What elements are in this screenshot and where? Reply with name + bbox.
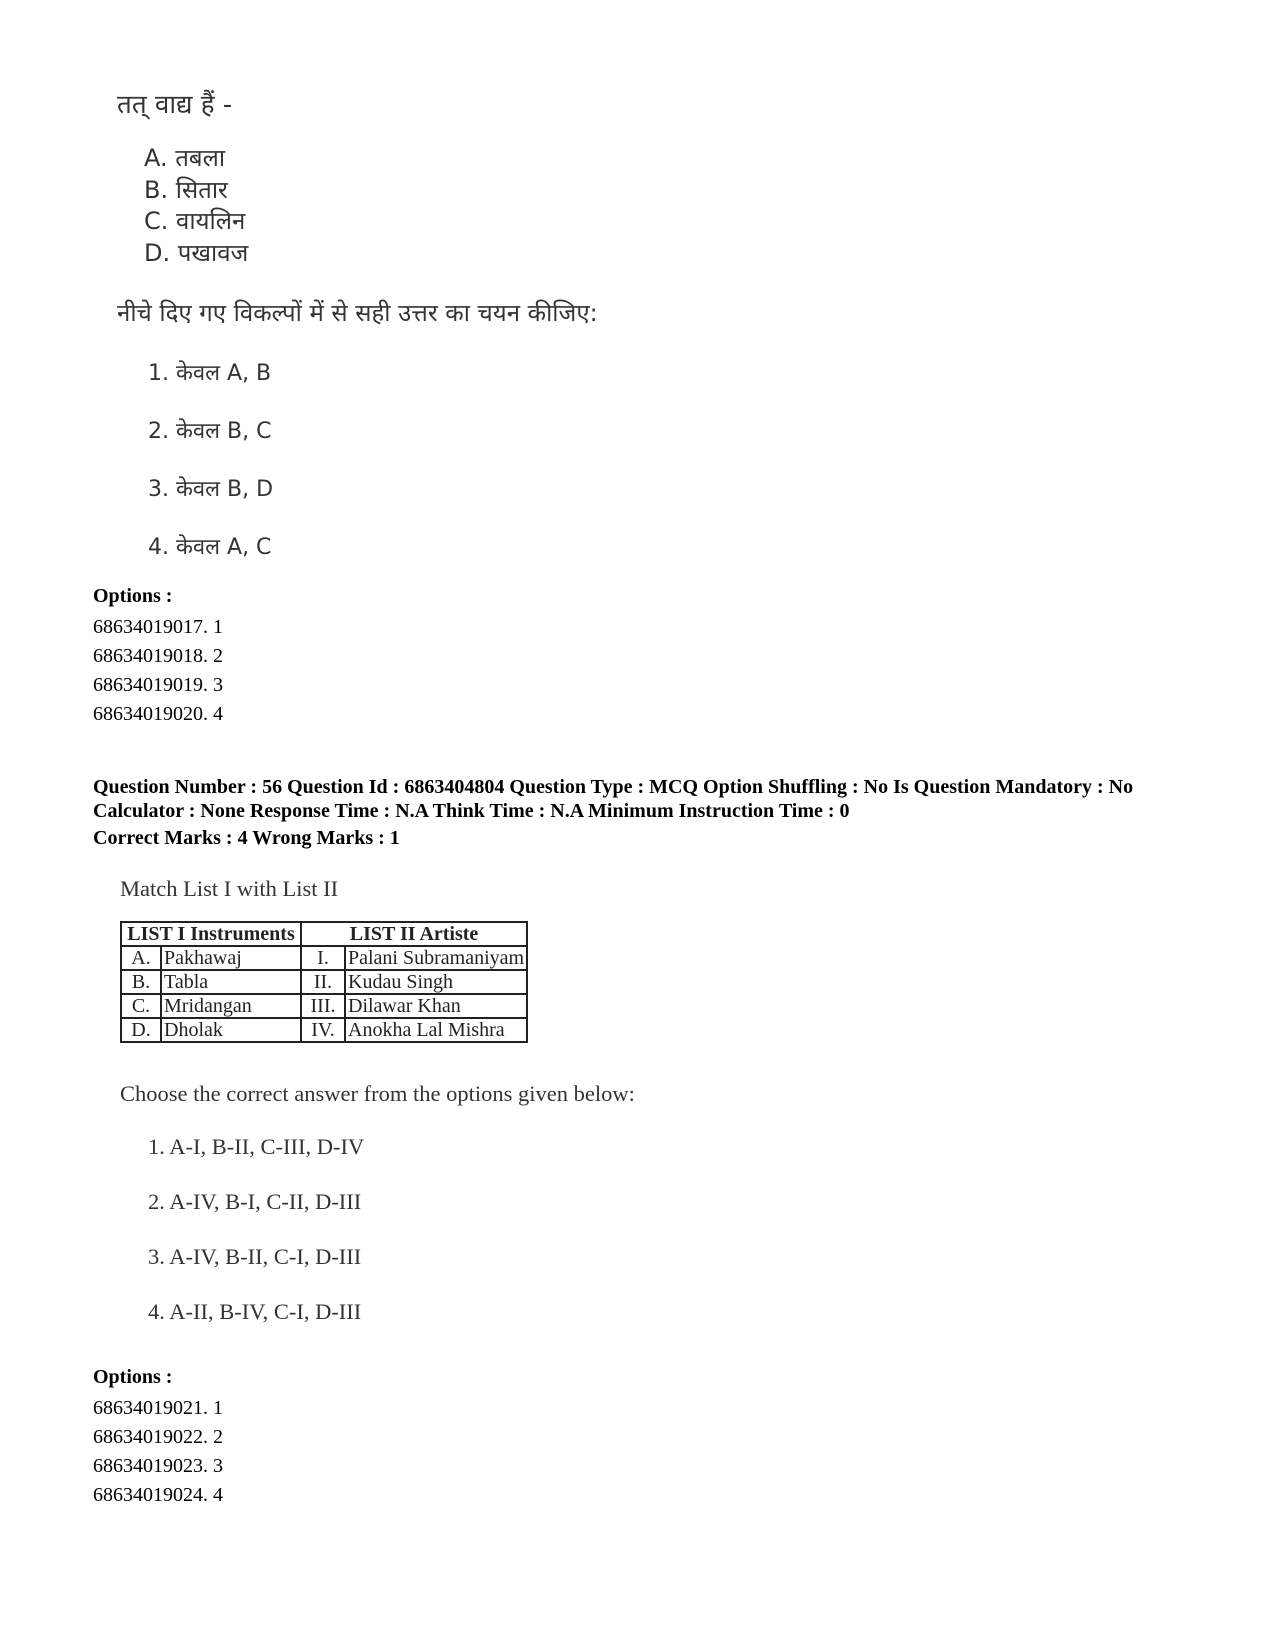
question2-title: Match List I with List II xyxy=(120,876,339,901)
question1-title: तत् वाद्य हैं - xyxy=(117,90,233,120)
question2-answer-1: 1. A-I, B-II, C-III, D-IV xyxy=(148,1134,365,1159)
row-artiste: Kudau Singh xyxy=(345,970,527,994)
row-numeral: I. xyxy=(301,946,345,970)
question1-answer-3: 3. केवल B, D xyxy=(148,477,274,502)
question1-options-list xyxy=(93,613,223,729)
table-row xyxy=(121,946,527,970)
row-key: B. xyxy=(121,970,161,994)
question2-answer-2: 2. A-IV, B-I, C-II, D-III xyxy=(148,1189,362,1214)
question1-item-a: A. तबला xyxy=(144,144,226,172)
list2-header: LIST II Artiste xyxy=(301,922,527,946)
question2-option: 68634019021. 1 xyxy=(93,1397,223,1419)
table-row xyxy=(121,994,527,1018)
question1-item-c: C. वायलिन xyxy=(144,207,246,235)
question1-item-b: B. सितार xyxy=(144,175,228,204)
question2-option: 68634019022. 2 xyxy=(93,1426,223,1448)
question2-meta: Question Number : 56 Question Id : 6863404804 Question Type : MCQ Option Shuffling : No Is Question Mandatory : No Calculator : None Response Time : N.A Think Time : N.A Minimum Instruction Time : 0 xyxy=(93,776,1134,822)
row-instrument: Mridangan xyxy=(161,994,301,1018)
table-row xyxy=(121,970,527,994)
question2-options-label: Options : xyxy=(93,1366,173,1388)
question1-option: 68634019019. 3 xyxy=(93,674,223,696)
row-instrument: Dholak xyxy=(161,1018,301,1042)
row-numeral: IV. xyxy=(301,1018,345,1042)
question1-items xyxy=(144,143,248,269)
question1-options-label: Options : xyxy=(93,585,173,607)
row-key: C. xyxy=(121,994,161,1018)
row-numeral: III. xyxy=(301,994,345,1018)
question2-options-list xyxy=(93,1394,223,1510)
question2-instruction: Choose the correct answer from the options given below: xyxy=(120,1081,635,1106)
row-key: A. xyxy=(121,946,161,970)
question1-answer-2: 2. केवल B, C xyxy=(148,419,272,444)
row-numeral: II. xyxy=(301,970,345,994)
question2-option: 68634019024. 4 xyxy=(93,1484,223,1506)
question1-option: 68634019018. 2 xyxy=(93,645,223,667)
question2-answer-4: 4. A-II, B-IV, C-I, D-III xyxy=(148,1299,362,1324)
row-key: D. xyxy=(121,1018,161,1042)
question2-marks: Correct Marks : 4 Wrong Marks : 1 xyxy=(93,827,400,849)
question1-item-d: D. पखावज xyxy=(144,238,249,267)
question1-answer-4: 4. केवल A, C xyxy=(148,535,272,560)
question1-option: 68634019020. 4 xyxy=(93,703,223,725)
question2-answer-3: 3. A-IV, B-II, C-I, D-III xyxy=(148,1244,362,1269)
match-table-header xyxy=(121,922,527,946)
question1-answer-1: 1. केवल A, B xyxy=(148,361,272,386)
question1-option: 68634019017. 1 xyxy=(93,616,223,638)
list1-header: LIST I Instruments xyxy=(121,922,301,946)
table-row xyxy=(121,1018,527,1042)
row-instrument: Tabla xyxy=(161,970,301,994)
row-artiste: Dilawar Khan xyxy=(345,994,527,1018)
row-instrument: Pakhawaj xyxy=(161,946,301,970)
match-table xyxy=(120,921,528,1043)
row-artiste: Anokha Lal Mishra xyxy=(345,1018,527,1042)
row-artiste: Palani Subramaniyam xyxy=(345,946,527,970)
question2-option: 68634019023. 3 xyxy=(93,1455,223,1477)
question1-instruction: नीचे दिए गए विकल्पों में से सही उत्तर का चयन कीजिए: xyxy=(117,299,598,327)
